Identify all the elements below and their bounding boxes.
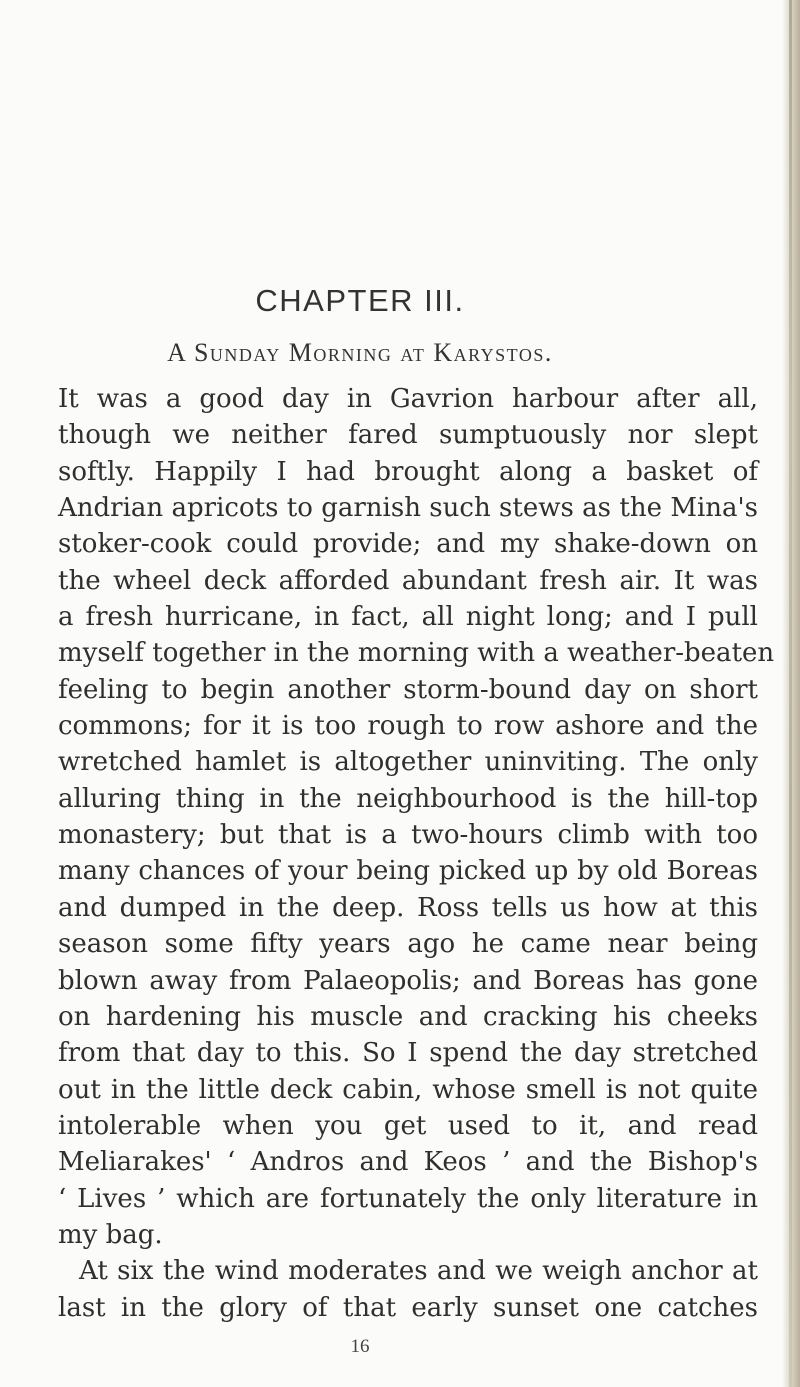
body-text (58, 381, 775, 1326)
text-line: stoker-cook could provide; and my shake-down on (58, 529, 758, 560)
text-line: season some fifty years ago he came near being (58, 929, 758, 960)
text-line: and dumped in the deep. Ross tells us how at this (58, 892, 758, 923)
chapter-title: A Sunday Morning at Karystos. (167, 338, 553, 367)
text-line: a fresh hurricane, in fact, all night long; and I pull (58, 602, 758, 633)
text-line: the wheel deck afforded abundant fresh air. It was (58, 565, 758, 596)
text-line: softly. Happily I had brought along a basket of (58, 456, 758, 487)
text-line: It was a good day in Gavrion harbour after all, (58, 384, 758, 414)
text-line: from that day to this. So I spend the day stretched (58, 1038, 758, 1069)
text-line: on hardening his muscle and cracking his cheeks (58, 1001, 758, 1032)
page-number: 16 (350, 1336, 370, 1357)
text-line: last in the glory of that early sunset one catches (58, 1292, 758, 1323)
text-line: monastery; but that is a two-hours climb with too (58, 820, 758, 851)
chapter-heading: CHAPTER III. (255, 283, 465, 318)
text-line: intolerable when you get used to it, and read (58, 1110, 758, 1141)
text-line: wretched hamlet is altogether uninviting. The only (58, 747, 758, 778)
text-line: alluring thing in the neighbourhood is the hill-top (58, 783, 758, 814)
text-line: Andrian apricots to garnish such stews as the Mina's (58, 493, 758, 524)
text-line: commons; for it is too rough to row ashore and the (58, 711, 758, 742)
text-line: blown away from Palaeopolis; and Boreas has gone (58, 965, 758, 996)
text-line: ‘ Lives ’ which are fortunately the only literature in (58, 1183, 758, 1214)
text-line: Meliarakes' ‘ Andros and Keos ’ and the Bishop's (58, 1147, 758, 1178)
text-line: At six the wind moderates and we weigh anchor at (79, 1256, 758, 1287)
text-line: though we neither fared sumptuously nor slept (58, 420, 758, 451)
text-line: many chances of your being picked up by old Boreas (58, 856, 758, 887)
page-edge-line (789, 0, 792, 1387)
text-line: out in the little deck cabin, whose smell is not quite (58, 1074, 758, 1105)
text-line: my bag. (58, 1219, 163, 1250)
text-line: myself together in the morning with a weather-beaten (58, 638, 775, 669)
text-line: feeling to begin another storm-bound day on short (58, 674, 758, 705)
